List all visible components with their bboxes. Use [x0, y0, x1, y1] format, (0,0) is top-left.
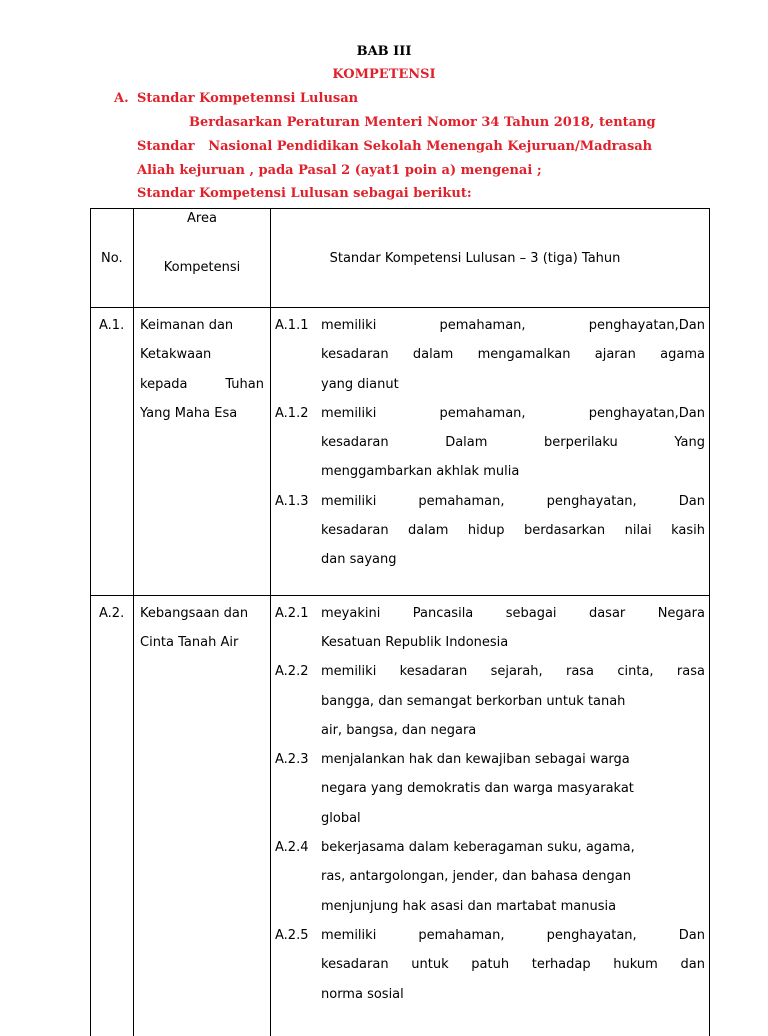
item-line: memiliki pemahaman, penghayatan, Dan	[321, 927, 705, 943]
item-line: menjunjung hak asasi dan martabat manusia	[321, 898, 617, 914]
item-line: bangga, dan semangat berkorban untuk tanah	[321, 693, 626, 709]
item-code: A.1.2	[275, 405, 309, 421]
list-item	[271, 487, 709, 575]
item-line: kesadaran untuk patuh terhadap hukum dan	[321, 957, 705, 973]
header-standard: Standar Kompetensi Lulusan – 3 (tiga) Tahun	[329, 250, 621, 266]
intro-line-4: Standar Kompetensi Lulusan sebagai berikut:	[137, 186, 472, 201]
header-area-cell	[134, 209, 271, 308]
item-line: memiliki pemahaman, penghayatan,Dan	[321, 318, 705, 333]
item-line: yang dianut	[321, 376, 399, 392]
list-item	[271, 833, 709, 921]
item-code: A.2.2	[275, 664, 309, 680]
list-item	[271, 745, 709, 833]
row-no: A.1.	[99, 318, 125, 333]
intro-line-1: Berdasarkan Peraturan Menteri Nomor 34 Tahun 2018, tentang	[189, 115, 656, 130]
item-line: air, bangsa, dan negara	[321, 722, 477, 738]
header-no: No.	[101, 250, 123, 266]
item-line: bekerjasama dalam keberagaman suku, agama,	[321, 840, 635, 856]
row-items	[271, 596, 709, 1009]
row-area	[134, 308, 270, 428]
item-line: meyakini Pancasila sebagai dasar Negara	[321, 605, 705, 621]
item-line: kesadaran dalam mengamalkan ajaran agama	[321, 347, 705, 363]
item-line: dan sayang	[321, 552, 397, 568]
intro-line-3: Aliah kejuruan , pada Pasal 2 (ayat1 poin a) mengenai ;	[137, 163, 542, 178]
section-label: A.	[114, 91, 129, 106]
list-item	[271, 399, 709, 487]
item-line: memiliki pemahaman, penghayatan, Dan	[321, 493, 705, 509]
competency-table	[90, 208, 710, 1036]
item-line: memiliki kesadaran sejarah, rasa cinta, rasa	[321, 664, 705, 680]
item-code: A.1.1	[275, 318, 309, 333]
header-area-line1: Area	[187, 211, 217, 226]
area-line: Cinta Tanah Air	[140, 634, 239, 650]
list-item	[271, 657, 709, 745]
item-line: Kesatuan Republik Indonesia	[321, 634, 509, 650]
item-line: norma sosial	[321, 986, 404, 1002]
intro-line-2: Standar Nasional Pendidikan Sekolah Menengah Kejuruan/Madrasah	[137, 139, 653, 154]
item-code: A.2.5	[275, 927, 309, 943]
item-line: negara yang demokratis dan warga masyarakat	[321, 781, 634, 797]
table-row	[91, 595, 710, 1036]
area-line: Ketakwaan	[140, 347, 212, 363]
chapter-label: BAB III	[356, 44, 412, 59]
list-item	[271, 311, 709, 399]
item-code: A.1.3	[275, 493, 309, 509]
row-area	[134, 596, 270, 658]
item-code: A.2.3	[275, 752, 309, 768]
item-line: kesadaran Dalam berperilaku Yang	[321, 435, 705, 451]
row-no: A.2.	[99, 605, 125, 621]
section-title: Standar Kompetennsi Lulusan	[137, 91, 359, 106]
table-header-row	[91, 209, 710, 308]
item-line: menjalankan hak dan kewajiban sebagai warga	[321, 752, 630, 768]
table-row	[91, 308, 710, 596]
list-item	[271, 921, 709, 1009]
item-line: kesadaran dalam hidup berdasarkan nilai kasih	[321, 523, 705, 539]
header-area-line2: Kompetensi	[163, 260, 241, 275]
area-line: Yang Maha Esa	[140, 405, 238, 421]
header-no-cell	[91, 209, 134, 308]
area-line: kepada Tuhan	[140, 376, 264, 392]
header-standard-cell	[271, 209, 710, 308]
list-item	[271, 599, 709, 658]
item-code: A.2.1	[275, 605, 309, 621]
item-line: global	[321, 810, 361, 826]
item-line: menggambarkan akhlak mulia	[321, 464, 520, 480]
area-line: Keimanan dan	[140, 318, 234, 333]
row-items	[271, 308, 709, 595]
area-line: Kebangsaan dan	[140, 605, 249, 621]
item-code: A.2.4	[275, 840, 309, 856]
item-line: ras, antargolongan, jender, dan bahasa dengan	[321, 869, 632, 885]
chapter-title: KOMPETENSI	[332, 67, 436, 82]
item-line: memiliki pemahaman, penghayatan,Dan	[321, 405, 705, 421]
